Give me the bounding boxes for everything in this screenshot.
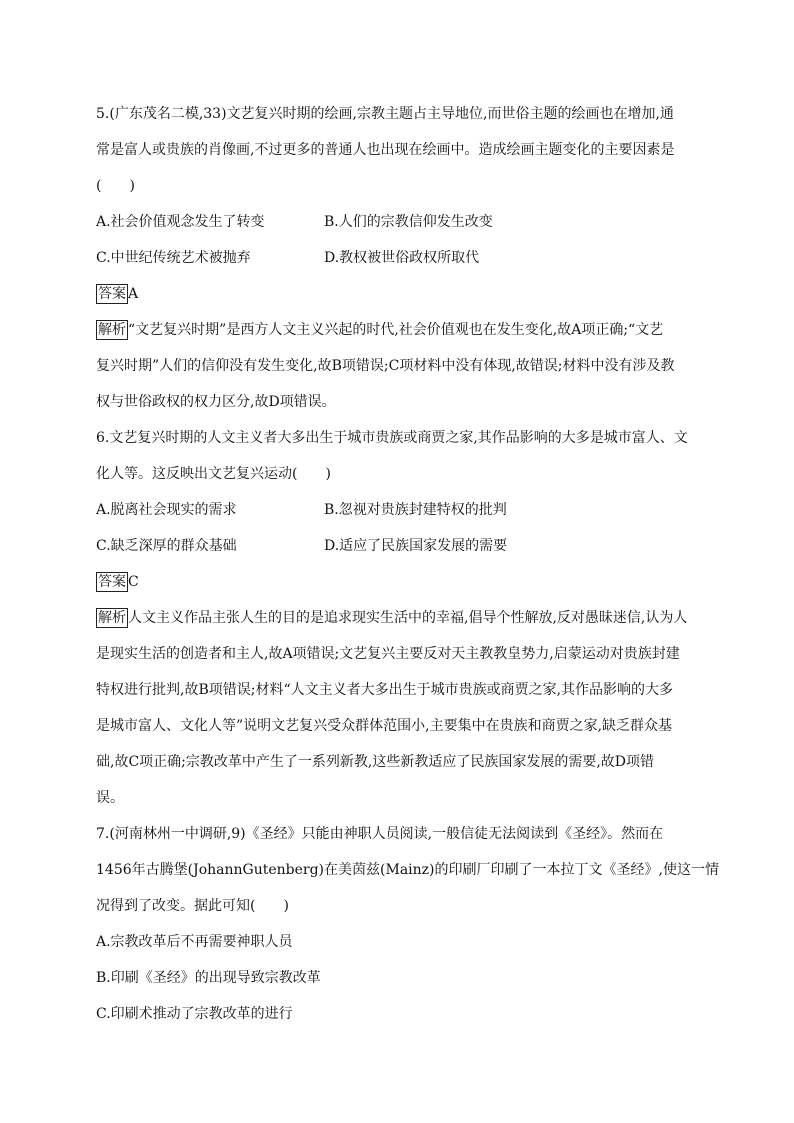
option-row	[96, 204, 708, 240]
question-stem-line: 1456年古腾堡(JohannGutenberg)在美茵兹(Mainz)的印刷厂印刷了一本拉丁文《圣经》,使这一情	[96, 862, 719, 878]
option-c: C.缺乏深厚的群众基础	[96, 538, 237, 554]
answer-value: A	[128, 286, 139, 302]
document-page	[96, 96, 719, 1032]
option-row	[96, 492, 708, 528]
option-b: B.忽视对贵族封建特权的批判	[324, 502, 507, 518]
analysis-text: “文艺复兴时期”是西方人文主义兴起的时代,社会价值观也在发生变化,故A项正确;“文艺	[128, 322, 664, 338]
option-c: C.中世纪传统艺术被抛弃	[96, 250, 251, 266]
option-d: D.适应了民族国家发展的需要	[324, 538, 508, 554]
question-stem-line: 常是富人或贵族的肖像画,不过更多的普通人也出现在绘画中。造成绘画主题变化的主要因素是	[96, 142, 675, 158]
analysis-label: 解析	[98, 610, 126, 626]
question-5	[96, 96, 708, 420]
analysis-text: 是城市富人、文化人等”说明文艺复兴受众群体范围小,主要集中在贵族和商贾之家,缺乏群众基	[96, 718, 673, 734]
analysis-text: 权与世俗政权的权力区分,故D项错误。	[96, 394, 336, 410]
option-a: A.社会价值观念发生了转变	[96, 214, 265, 230]
option-c: C.印刷术推动了宗教改革的进行	[96, 1006, 293, 1022]
question-stem-line: 5.(广东茂名二模,33)文艺复兴时期的绘画,宗教主题占主导地位,而世俗主题的绘画也在增加,通	[96, 106, 674, 122]
question-7	[96, 816, 719, 1032]
analysis-line	[96, 600, 708, 636]
answer-value: C	[128, 574, 139, 590]
answer-label: 答案	[98, 286, 126, 302]
answer-line	[96, 564, 708, 600]
question-stem-line: 6.文艺复兴时期的人文主义者大多出生于城市贵族或商贾之家,其作品影响的大多是城市富人、文	[96, 430, 688, 446]
option-row	[96, 528, 708, 564]
analysis-text: 复兴时期”人们的信仰没有发生变化,故B项错误;C项材料中没有体现,故错误;材料中没有涉及教	[96, 358, 675, 374]
answer-line	[96, 276, 708, 312]
analysis-text: 误。	[96, 790, 124, 806]
analysis-text: 是现实生活的创造者和主人,故A项错误;文艺复兴主要反对天主教教皇势力,启蒙运动对贵族封建	[96, 646, 680, 662]
analysis-text: 础,故C项正确;宗教改革中产生了一系列新教,这些新教适应了民族国家发展的需要,故D项错	[96, 754, 655, 770]
question-stem-line: 况得到了改变。据此可知( )	[96, 898, 289, 914]
analysis-text: 人文主义作品主张人生的目的是追求现实生活中的幸福,倡导个性解放,反对愚昧迷信,认为人	[128, 610, 688, 626]
option-a: A.宗教改革后不再需要神职人员	[96, 934, 293, 950]
question-6	[96, 420, 708, 816]
question-stem-line: ( )	[96, 178, 135, 194]
question-stem-line: 化人等。这反映出文艺复兴运动( )	[96, 466, 331, 482]
analysis-line	[96, 312, 708, 348]
analysis-label: 解析	[98, 322, 126, 338]
option-b: B.印刷《圣经》的出现导致宗教改革	[96, 970, 321, 986]
question-stem-line: 7.(河南林州一中调研,9)《圣经》只能由神职人员阅读,一般信徒无法阅读到《圣经》。然而在	[96, 826, 664, 842]
answer-label: 答案	[98, 574, 126, 590]
option-d: D.教权被世俗政权所取代	[324, 250, 480, 266]
option-row	[96, 240, 708, 276]
analysis-text: 特权进行批判,故B项错误;材料“人文主义者大多出生于城市贵族或商贾之家,其作品影响的大多	[96, 682, 674, 698]
option-b: B.人们的宗教信仰发生改变	[324, 214, 493, 230]
option-a: A.脱离社会现实的需求	[96, 502, 237, 518]
